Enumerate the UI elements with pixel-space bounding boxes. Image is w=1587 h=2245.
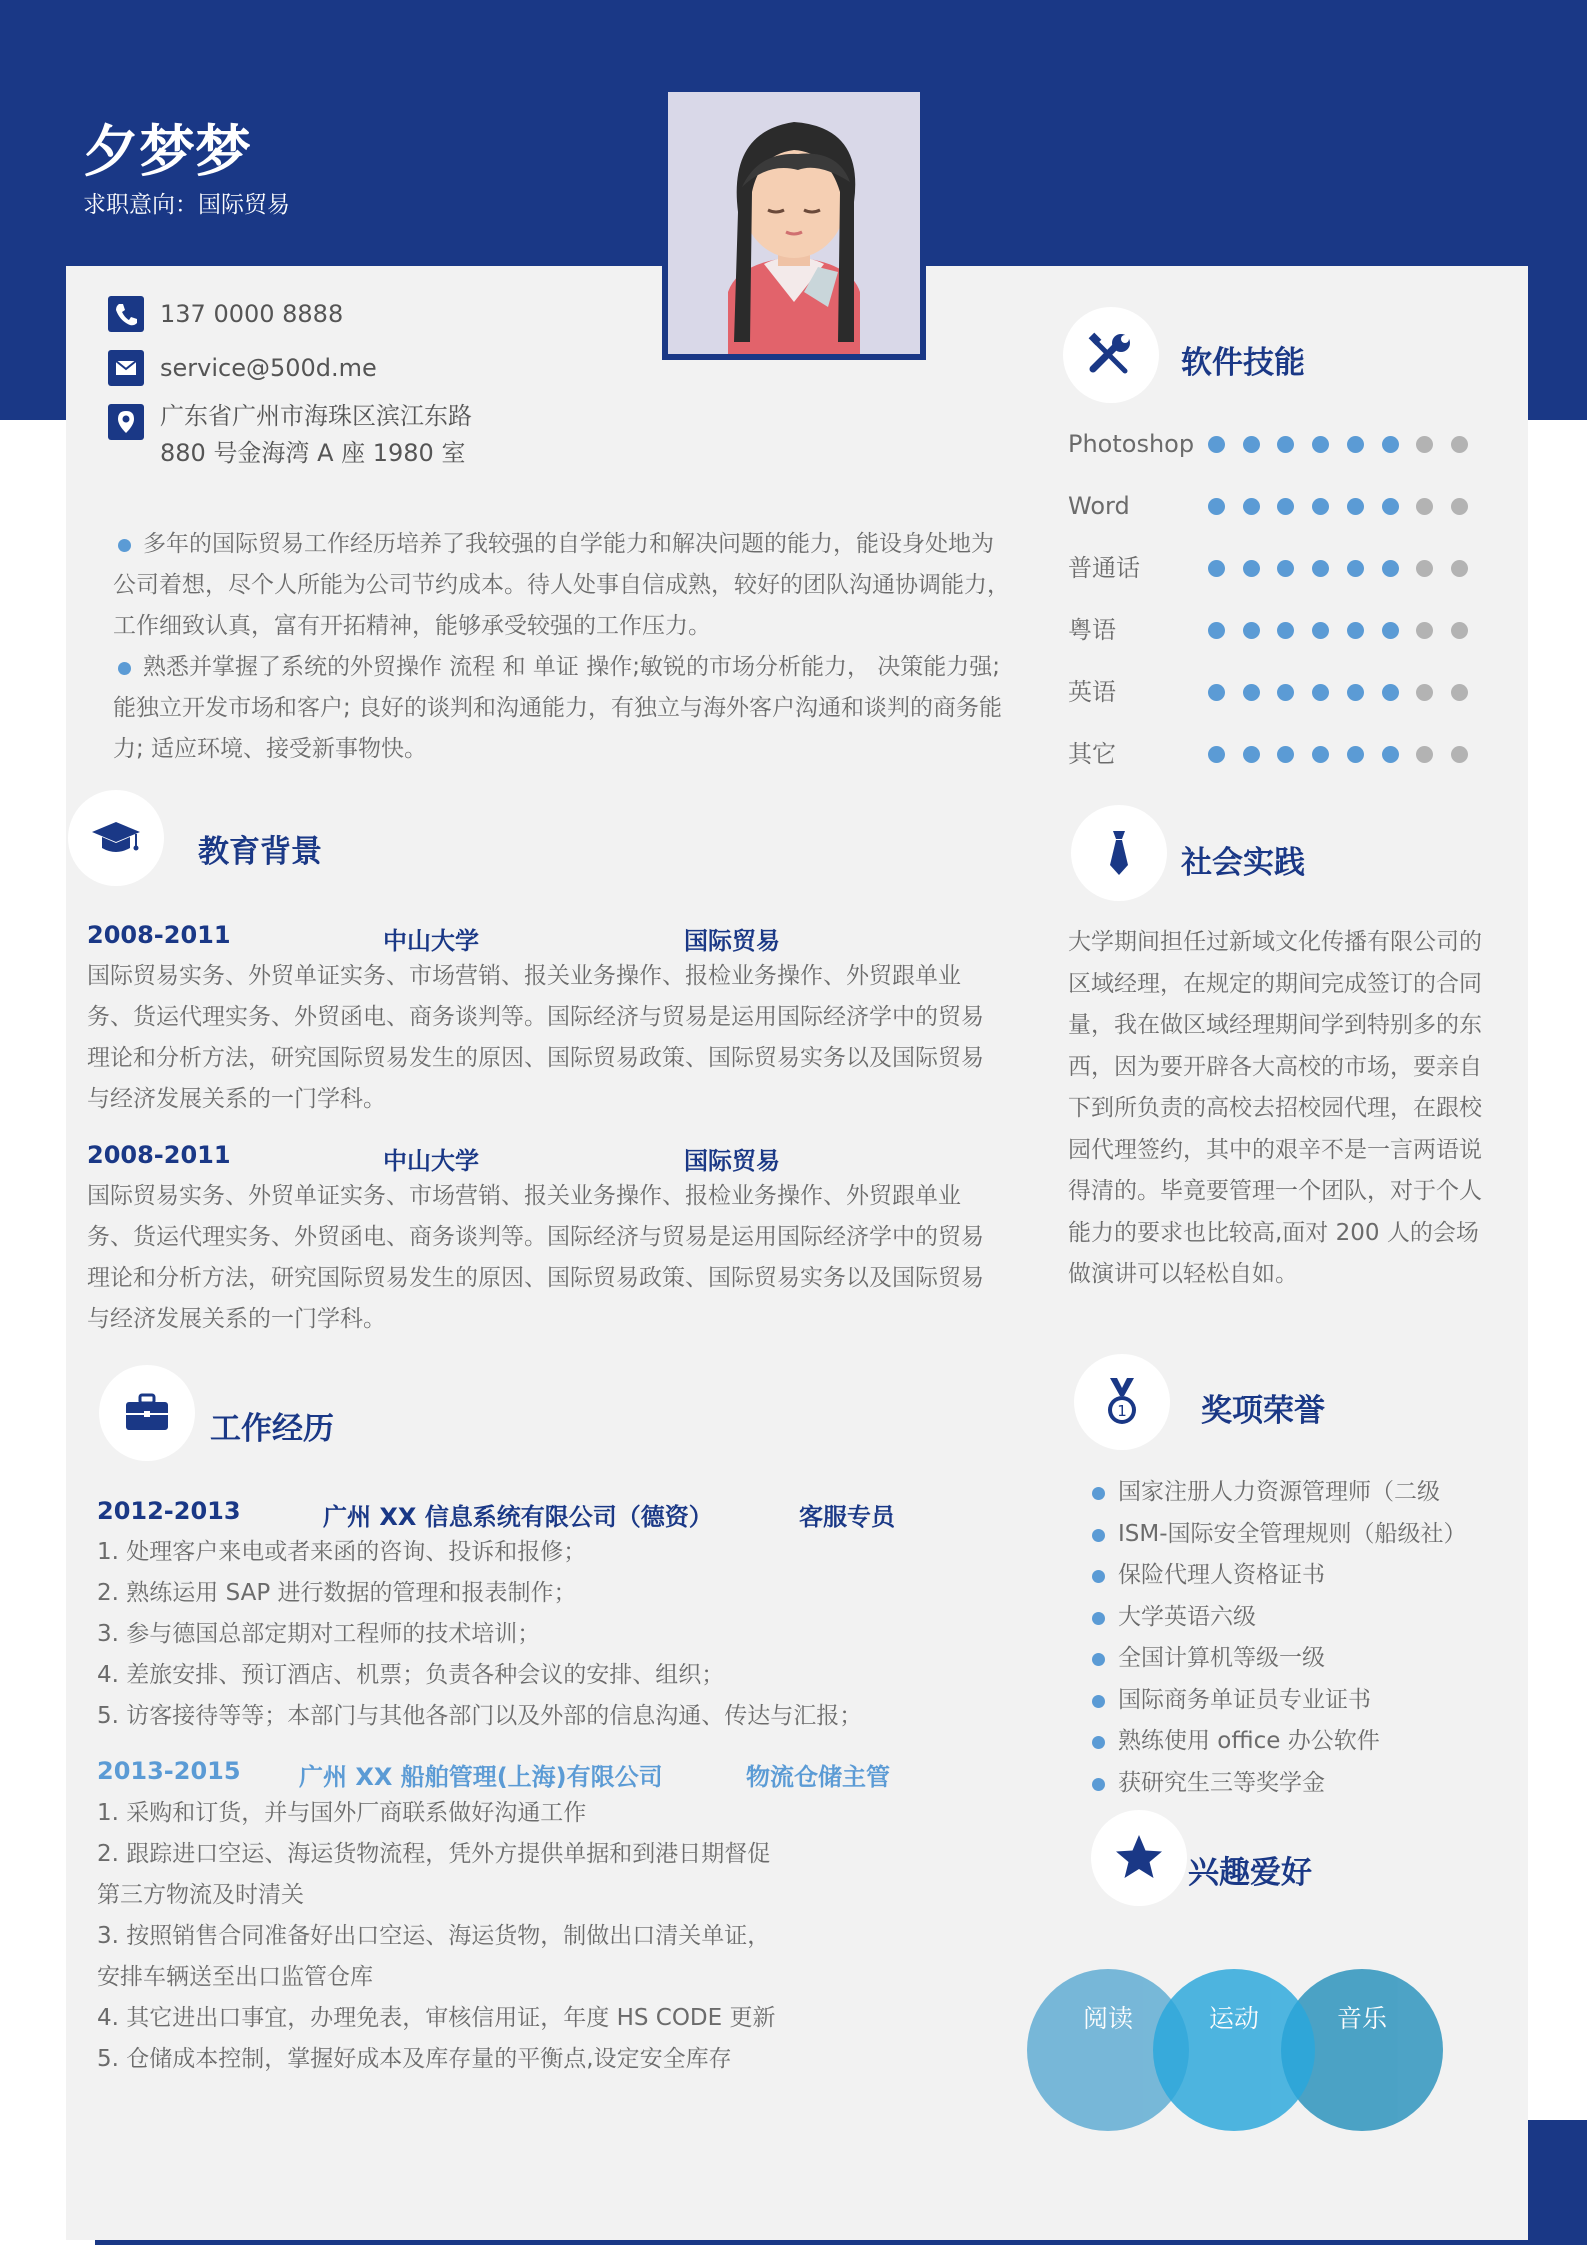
skill-dot-filled xyxy=(1347,746,1364,763)
skill-dot-filled xyxy=(1312,436,1329,453)
skill-label: 粤语 xyxy=(1068,616,1116,644)
duty-item: 1. 采购和订货，并与国外厂商联系做好沟通工作 xyxy=(97,1800,587,1826)
skill-dot-filled xyxy=(1382,746,1399,763)
duty-item: 2. 跟踪进口空运、海运货物流程，凭外方提供单据和到港日期督促 xyxy=(97,1841,771,1867)
skill-dot-filled xyxy=(1208,622,1225,639)
job-intent: 求职意向：国际贸易 xyxy=(83,192,290,218)
skill-dot-filled xyxy=(1312,746,1329,763)
edu-years: 2008-2011 xyxy=(87,921,231,949)
hobbies-title: 兴趣爱好 xyxy=(1188,1855,1312,1891)
skill-dot-filled xyxy=(1382,436,1399,453)
edu-years: 2008-2011 xyxy=(87,1141,231,1169)
star-icon xyxy=(1113,1832,1165,1884)
skill-dot-empty xyxy=(1451,622,1468,639)
skill-dot-filled xyxy=(1208,436,1225,453)
skill-label: Photoshop xyxy=(1068,430,1195,458)
awards-title: 奖项荣誉 xyxy=(1201,1393,1325,1429)
work-title: 工作经历 xyxy=(210,1411,334,1447)
skills-title: 软件技能 xyxy=(1181,345,1305,381)
duty-item: 2. 熟练运用 SAP 进行数据的管理和报表制作； xyxy=(97,1580,577,1606)
skill-dot-empty xyxy=(1416,746,1433,763)
skill-dot-filled xyxy=(1243,560,1260,577)
skill-dot-empty xyxy=(1416,560,1433,577)
tools-icon xyxy=(1085,329,1137,381)
skill-row xyxy=(1068,548,1488,588)
education-icon-circle xyxy=(68,790,164,886)
skill-dot-filled xyxy=(1347,622,1364,639)
skill-label: 其它 xyxy=(1068,740,1116,768)
graduation-cap-icon xyxy=(90,812,142,864)
edu-school: 中山大学 xyxy=(383,927,479,955)
skill-row xyxy=(1068,424,1488,464)
practice-title: 社会实践 xyxy=(1181,845,1305,881)
award-item: 保险代理人资格证书 xyxy=(1092,1555,1512,1597)
award-item: 国家注册人力资源管理师（二级 xyxy=(1092,1472,1512,1514)
award-item: ISM-国际安全管理规则（船级社） xyxy=(1092,1514,1512,1556)
work-role: 物流仓储主管 xyxy=(746,1763,890,1791)
work-duties xyxy=(97,1793,997,2080)
edu-school: 中山大学 xyxy=(383,1147,479,1175)
hobby-circle xyxy=(1153,1969,1315,2131)
duty-item: 3. 按照销售合同准备好出口空运、海运货物，制做出口清关单证， xyxy=(97,1923,771,1949)
work-icon-circle xyxy=(99,1365,195,1461)
skill-dot-filled xyxy=(1347,436,1364,453)
skill-dot-filled xyxy=(1382,560,1399,577)
necktie-icon xyxy=(1093,827,1145,879)
duty-item: 1. 处理客户来电或者来函的咨询、投诉和报修； xyxy=(97,1539,587,1565)
skill-dot-filled xyxy=(1312,622,1329,639)
skill-dot-filled xyxy=(1382,622,1399,639)
skill-dot-filled xyxy=(1347,498,1364,515)
award-item: 获研究生三等奖学金 xyxy=(1092,1763,1512,1805)
edu-description: 国际贸易实务、外贸单证实务、市场营销、报关业务操作、报检业务操作、外贸跟单业务、货运代理实务、外贸函电、商务谈判等。国际经济与贸易是运用国际经济学中的贸易理论和分析方法，研究国际贸易发生的原因、国际贸易政策、国际贸易实务以及国际贸易与经济发展关系的一门学科。 xyxy=(87,963,984,1112)
practice-text: 大学期间担任过新域文化传播有限公司的区域经理，在规定的期间完成签订的合同量，我在做区域经理期间学到特别多的东西，因为要开辟各大高校的市场，要亲自下到所负责的高校去招校园代理，在跟校园代理签约，其中的艰辛不是一言两语说得清的。毕竟要管理一个团队，对于个人能力的要求也比较高,面对 200 人的会场做演讲可以轻松自如。 xyxy=(1068,929,1482,1287)
skill-dot-filled xyxy=(1208,498,1225,515)
skill-dot-filled xyxy=(1277,622,1294,639)
award-item: 大学英语六级 xyxy=(1092,1597,1512,1639)
skill-dot-empty xyxy=(1451,746,1468,763)
skill-dot-filled xyxy=(1277,498,1294,515)
skill-label: 普通话 xyxy=(1068,554,1140,582)
duty-item: 安排车辆送至出口监管仓库 xyxy=(97,1964,373,1990)
skill-row xyxy=(1068,610,1488,650)
skill-dot-filled xyxy=(1243,746,1260,763)
skill-dot-filled xyxy=(1208,560,1225,577)
skill-dot-filled xyxy=(1243,436,1260,453)
self-summary xyxy=(113,524,1013,770)
skill-dot-empty xyxy=(1416,436,1433,453)
duty-item: 5. 仓储成本控制，掌握好成本及库存量的平衡点,设定安全库存 xyxy=(97,2046,732,2072)
hobby-label: 阅读 xyxy=(1082,2004,1133,2033)
skill-dot-empty xyxy=(1416,684,1433,701)
skill-dot-filled xyxy=(1277,560,1294,577)
skill-dot-filled xyxy=(1208,746,1225,763)
duty-item: 4. 其它进出口事宜，办理免表，审核信用证，年度 HS CODE 更新 xyxy=(97,2005,776,2031)
duty-item: 第三方物流及时清关 xyxy=(97,1882,304,1908)
skill-dot-filled xyxy=(1382,498,1399,515)
medal-icon xyxy=(1096,1376,1148,1428)
edu-major: 国际贸易 xyxy=(684,1147,780,1175)
edu-description: 国际贸易实务、外贸单证实务、市场营销、报关业务操作、报检业务操作、外贸跟单业务、货运代理实务、外贸函电、商务谈判等。国际经济与贸易是运用国际经济学中的贸易理论和分析方法，研究国际贸易发生的原因、国际贸易政策、国际贸易实务以及国际贸易与经济发展关系的一门学科。 xyxy=(87,1183,984,1332)
hobbies-icon-circle xyxy=(1091,1810,1187,1906)
address-line-2: 880 号金海湾 A 座 1980 室 xyxy=(160,439,466,467)
skill-dot-filled xyxy=(1312,560,1329,577)
skill-dot-filled xyxy=(1243,684,1260,701)
skill-dot-filled xyxy=(1312,684,1329,701)
award-item: 全国计算机等级一级 xyxy=(1092,1638,1512,1680)
awards-icon-circle xyxy=(1074,1354,1170,1450)
skill-row xyxy=(1068,486,1488,526)
work-company: 广州 XX 船舶管理(上海)有限公司 xyxy=(299,1763,663,1791)
skill-dot-filled xyxy=(1277,436,1294,453)
candidate-name: 夕梦梦 xyxy=(83,120,251,185)
skill-dot-empty xyxy=(1451,436,1468,453)
education-title: 教育背景 xyxy=(198,834,322,870)
skills-icon-circle xyxy=(1063,307,1159,403)
award-item: 熟练使用 office 办公软件 xyxy=(1092,1721,1512,1763)
skill-dot-empty xyxy=(1451,560,1468,577)
duty-item: 5. 访客接待等等；本部门与其他各部门以及外部的信息沟通、传达与汇报； xyxy=(97,1703,863,1729)
briefcase-icon xyxy=(121,1387,173,1439)
awards-list xyxy=(1092,1472,1512,1804)
skill-label: 英语 xyxy=(1068,678,1116,706)
skill-dot-empty xyxy=(1451,684,1468,701)
work-duties xyxy=(97,1532,997,1737)
edu-major: 国际贸易 xyxy=(684,927,780,955)
skill-dot-filled xyxy=(1243,622,1260,639)
phone-icon xyxy=(108,296,144,332)
skill-dot-empty xyxy=(1416,498,1433,515)
skill-dot-filled xyxy=(1347,684,1364,701)
work-years: 2013-2015 xyxy=(97,1757,241,1785)
skill-dot-filled xyxy=(1243,498,1260,515)
skill-dot-filled xyxy=(1208,684,1225,701)
address-line-1: 广东省广州市海珠区滨江东路 xyxy=(160,402,472,430)
svg-text:1: 1 xyxy=(1117,1402,1127,1420)
skill-dot-empty xyxy=(1416,622,1433,639)
skill-row xyxy=(1068,672,1488,712)
duty-item: 3. 参与德国总部定期对工程师的技术培训； xyxy=(97,1621,541,1647)
avatar xyxy=(668,92,920,354)
hobby-label: 运动 xyxy=(1208,2004,1259,2033)
summary-paragraph: 熟悉并掌握了系统的外贸操作 流程 和 单证 操作;敏锐的市场分析能力， 决策能力强;能独立开发市场和客户; 良好的谈判和沟通能力，有独立与海外客户沟通和谈判的商务能力; 适应环境、接受新事物快。 xyxy=(113,647,1013,770)
skill-dot-empty xyxy=(1451,498,1468,515)
location-icon xyxy=(108,404,144,440)
skill-dot-filled xyxy=(1312,498,1329,515)
mail-icon xyxy=(108,350,144,386)
summary-paragraph: 多年的国际贸易工作经历培养了我较强的自学能力和解决问题的能力，能设身处地为公司着想，尽个人所能为公司节约成本。待人处事自信成熟，较好的团队沟通协调能力，工作细致认真，富有开拓精神，能够承受较强的工作压力。 xyxy=(113,524,1013,647)
award-item: 国际商务单证员专业证书 xyxy=(1092,1680,1512,1722)
duty-item: 4. 差旅安排、预订酒店、机票；负责各种会议的安排、组织； xyxy=(97,1662,725,1688)
hobby-label: 音乐 xyxy=(1336,2004,1387,2033)
work-years: 2012-2013 xyxy=(97,1497,241,1525)
practice-icon-circle xyxy=(1071,805,1167,901)
skill-dot-filled xyxy=(1347,560,1364,577)
skill-dot-filled xyxy=(1277,684,1294,701)
profile-photo-frame xyxy=(662,90,926,360)
skill-dot-filled xyxy=(1277,746,1294,763)
skill-label: Word xyxy=(1068,492,1130,520)
skill-row xyxy=(1068,734,1488,774)
work-company: 广州 XX 信息系统有限公司（德资） xyxy=(323,1503,713,1531)
work-role: 客服专员 xyxy=(799,1503,895,1531)
skill-dot-filled xyxy=(1382,684,1399,701)
